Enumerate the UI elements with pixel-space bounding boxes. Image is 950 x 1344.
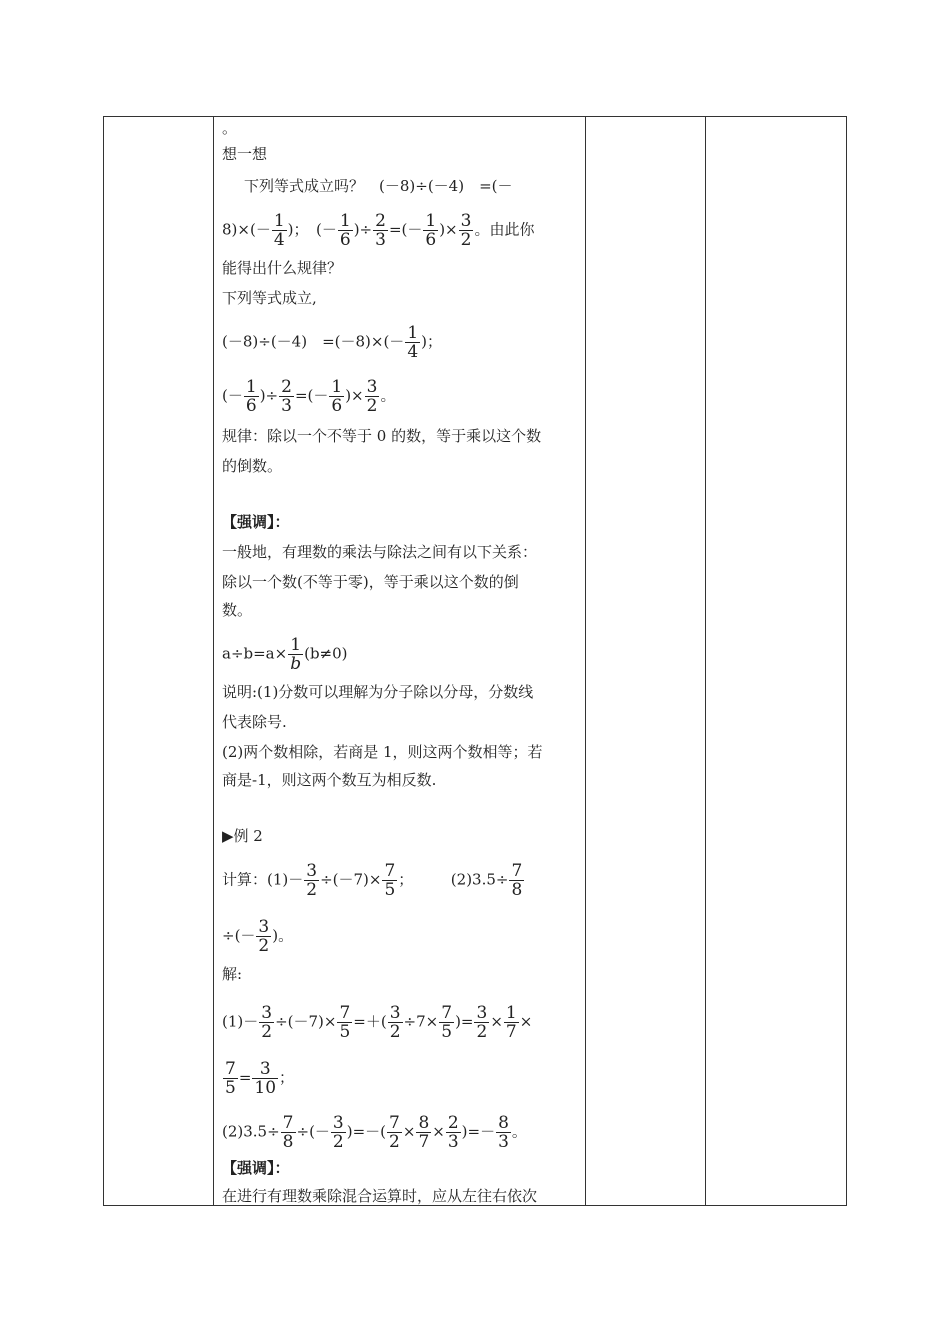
text-fragment: ÷(－ — [222, 926, 256, 945]
text-line: 数。 — [222, 601, 253, 619]
formula-line — [222, 1060, 294, 1097]
fraction: $\frac{1}{4}$ — [407, 323, 419, 362]
text-fragment: )× — [345, 386, 364, 405]
text-fragment: × — [402, 1122, 416, 1141]
fraction: $\frac{1}{7}$ — [505, 1003, 517, 1042]
text-fragment: 8)×(－ — [222, 220, 271, 239]
text-fragment: (2)3.5÷ — [222, 1122, 280, 1141]
text-line: 在进行有理数乘除混合运算时，应从左往右依次 — [222, 1187, 538, 1205]
text-fragment: (b≠0) — [304, 644, 348, 663]
fraction: $\frac{2}{3}$ — [281, 377, 292, 416]
fraction: $\frac{1}{6}$ — [425, 211, 437, 250]
fraction: $\frac{3}{2}$ — [389, 1003, 401, 1042]
column-divider-1 — [213, 117, 214, 1205]
text-fragment: )； — [421, 332, 442, 351]
fraction: $\frac{1}{6}$ — [331, 377, 343, 416]
fraction: $\frac{1}{6}$ — [339, 211, 351, 250]
text-fragment: × — [432, 1122, 445, 1141]
fraction: $\frac{3}{2}$ — [332, 1113, 344, 1152]
text-line: 说明:(1)分数可以理解为分子除以分母，分数线 — [222, 683, 534, 701]
text-fragment: )； (－ — [287, 220, 337, 239]
text-fragment: )÷ — [259, 386, 279, 405]
text-fragment: 计算：(1)－ — [222, 870, 304, 889]
formula-line — [222, 378, 395, 415]
text-fragment: )。 — [272, 926, 294, 945]
text-fragment: )= — [455, 1012, 474, 1031]
fraction: $\frac{3}{2}$ — [306, 861, 318, 900]
text-fragment: × — [490, 1012, 503, 1031]
text-line: 一般地，有理数的乘法与除法之间有以下关系： — [222, 543, 538, 561]
fraction: $\frac{8}{3}$ — [498, 1113, 509, 1152]
fraction: $\frac{3}{2}$ — [258, 917, 270, 956]
fraction: $\frac{7}{8}$ — [282, 1113, 294, 1152]
fraction: $\frac{3}{2}$ — [261, 1003, 273, 1042]
text-fragment: 。由此你 — [474, 220, 535, 239]
text-fragment: =(－ — [388, 220, 423, 239]
column-divider-2 — [585, 117, 586, 1205]
text-line: 代表除号. — [222, 713, 287, 731]
fraction: $\frac{1}{b}$ — [290, 635, 302, 674]
text-fragment: 。 — [511, 1122, 527, 1141]
text-fragment: ÷7× — [403, 1012, 439, 1031]
text-fragment: )× — [439, 220, 458, 239]
column-divider-3 — [705, 117, 706, 1205]
fraction: $\frac{8}{7}$ — [418, 1113, 430, 1152]
emphasis-heading: 【强调】： — [222, 1159, 290, 1177]
formula-line — [222, 862, 525, 899]
text-line: 规律：除以一个不等于 0 的数，等于乘以这个数 — [222, 427, 542, 445]
fraction: $\frac{7}{5}$ — [339, 1003, 351, 1042]
fraction: $\frac{3}{2}$ — [476, 1003, 488, 1042]
text-line: 下列等式成立, — [222, 289, 317, 307]
text-fragment: ； — [279, 1068, 295, 1087]
fraction: $\frac{1}{6}$ — [245, 377, 257, 416]
text-fragment: )=－ — [461, 1122, 496, 1141]
text-fragment: =(－ — [294, 386, 329, 405]
text-fragment: (1)－ — [222, 1012, 259, 1031]
fraction: $\frac{3}{2}$ — [460, 211, 472, 250]
fraction: $\frac{2}{3}$ — [375, 211, 386, 250]
text-fragment: × — [519, 1012, 533, 1031]
text-line: 能得出什么规律？ — [222, 259, 343, 277]
text-fragment: ÷(－7)× — [275, 1012, 337, 1031]
formula-line — [222, 636, 348, 673]
formula-line — [222, 1004, 532, 1041]
text-fragment: =＋( — [353, 1012, 387, 1031]
fraction: $\frac{3}{10}$ — [254, 1059, 277, 1098]
text-fragment: ； (2)3.5÷ — [398, 870, 509, 889]
formula-line — [222, 1114, 527, 1151]
text-fragment: )÷ — [353, 220, 373, 239]
text-fragment: )=－( — [346, 1122, 387, 1141]
text-fragment: (－ — [222, 386, 243, 405]
text-line: 下列等式成立吗？ (－8)÷(－4) =(－ — [244, 177, 513, 195]
fraction: $\frac{2}{3}$ — [447, 1113, 459, 1152]
text-fragment: ÷(－7)× — [320, 870, 382, 889]
text-line: 商是-1，则这两个数互为相反数. — [222, 771, 437, 789]
fraction: $\frac{7}{5}$ — [225, 1059, 236, 1098]
text-fragment: ÷(－ — [296, 1122, 330, 1141]
text-line: (2)两个数相除，若商是 1，则这两个数相等；若 — [222, 743, 543, 761]
formula-line — [222, 918, 293, 955]
fraction: $\frac{7}{5}$ — [384, 861, 396, 900]
text-fragment: (－8)÷(－4) =(－8)×(－ — [222, 332, 405, 351]
text-line: 除以一个数(不等于零)，等于乘以这个数的倒 — [222, 573, 519, 591]
think-heading: 想一想 — [222, 145, 268, 163]
fraction: $\frac{3}{2}$ — [366, 377, 378, 416]
fraction: $\frac{1}{4}$ — [273, 211, 285, 250]
text-line: 。 — [222, 119, 238, 137]
text-fragment: a÷b=a× — [222, 644, 288, 663]
fraction: $\frac{7}{2}$ — [389, 1113, 400, 1152]
example-heading: ▶例 2 — [222, 827, 263, 845]
formula-line — [222, 324, 442, 361]
text-line: 解: — [222, 965, 243, 983]
fraction: $\frac{7}{5}$ — [441, 1003, 453, 1042]
text-line: 的倒数。 — [222, 457, 283, 475]
lesson-table — [103, 116, 847, 1206]
fraction: $\frac{7}{8}$ — [511, 861, 523, 900]
formula-line — [222, 212, 534, 249]
text-fragment: = — [238, 1068, 252, 1087]
emphasis-heading: 【强调】： — [222, 513, 290, 531]
text-fragment: 。 — [380, 386, 396, 405]
